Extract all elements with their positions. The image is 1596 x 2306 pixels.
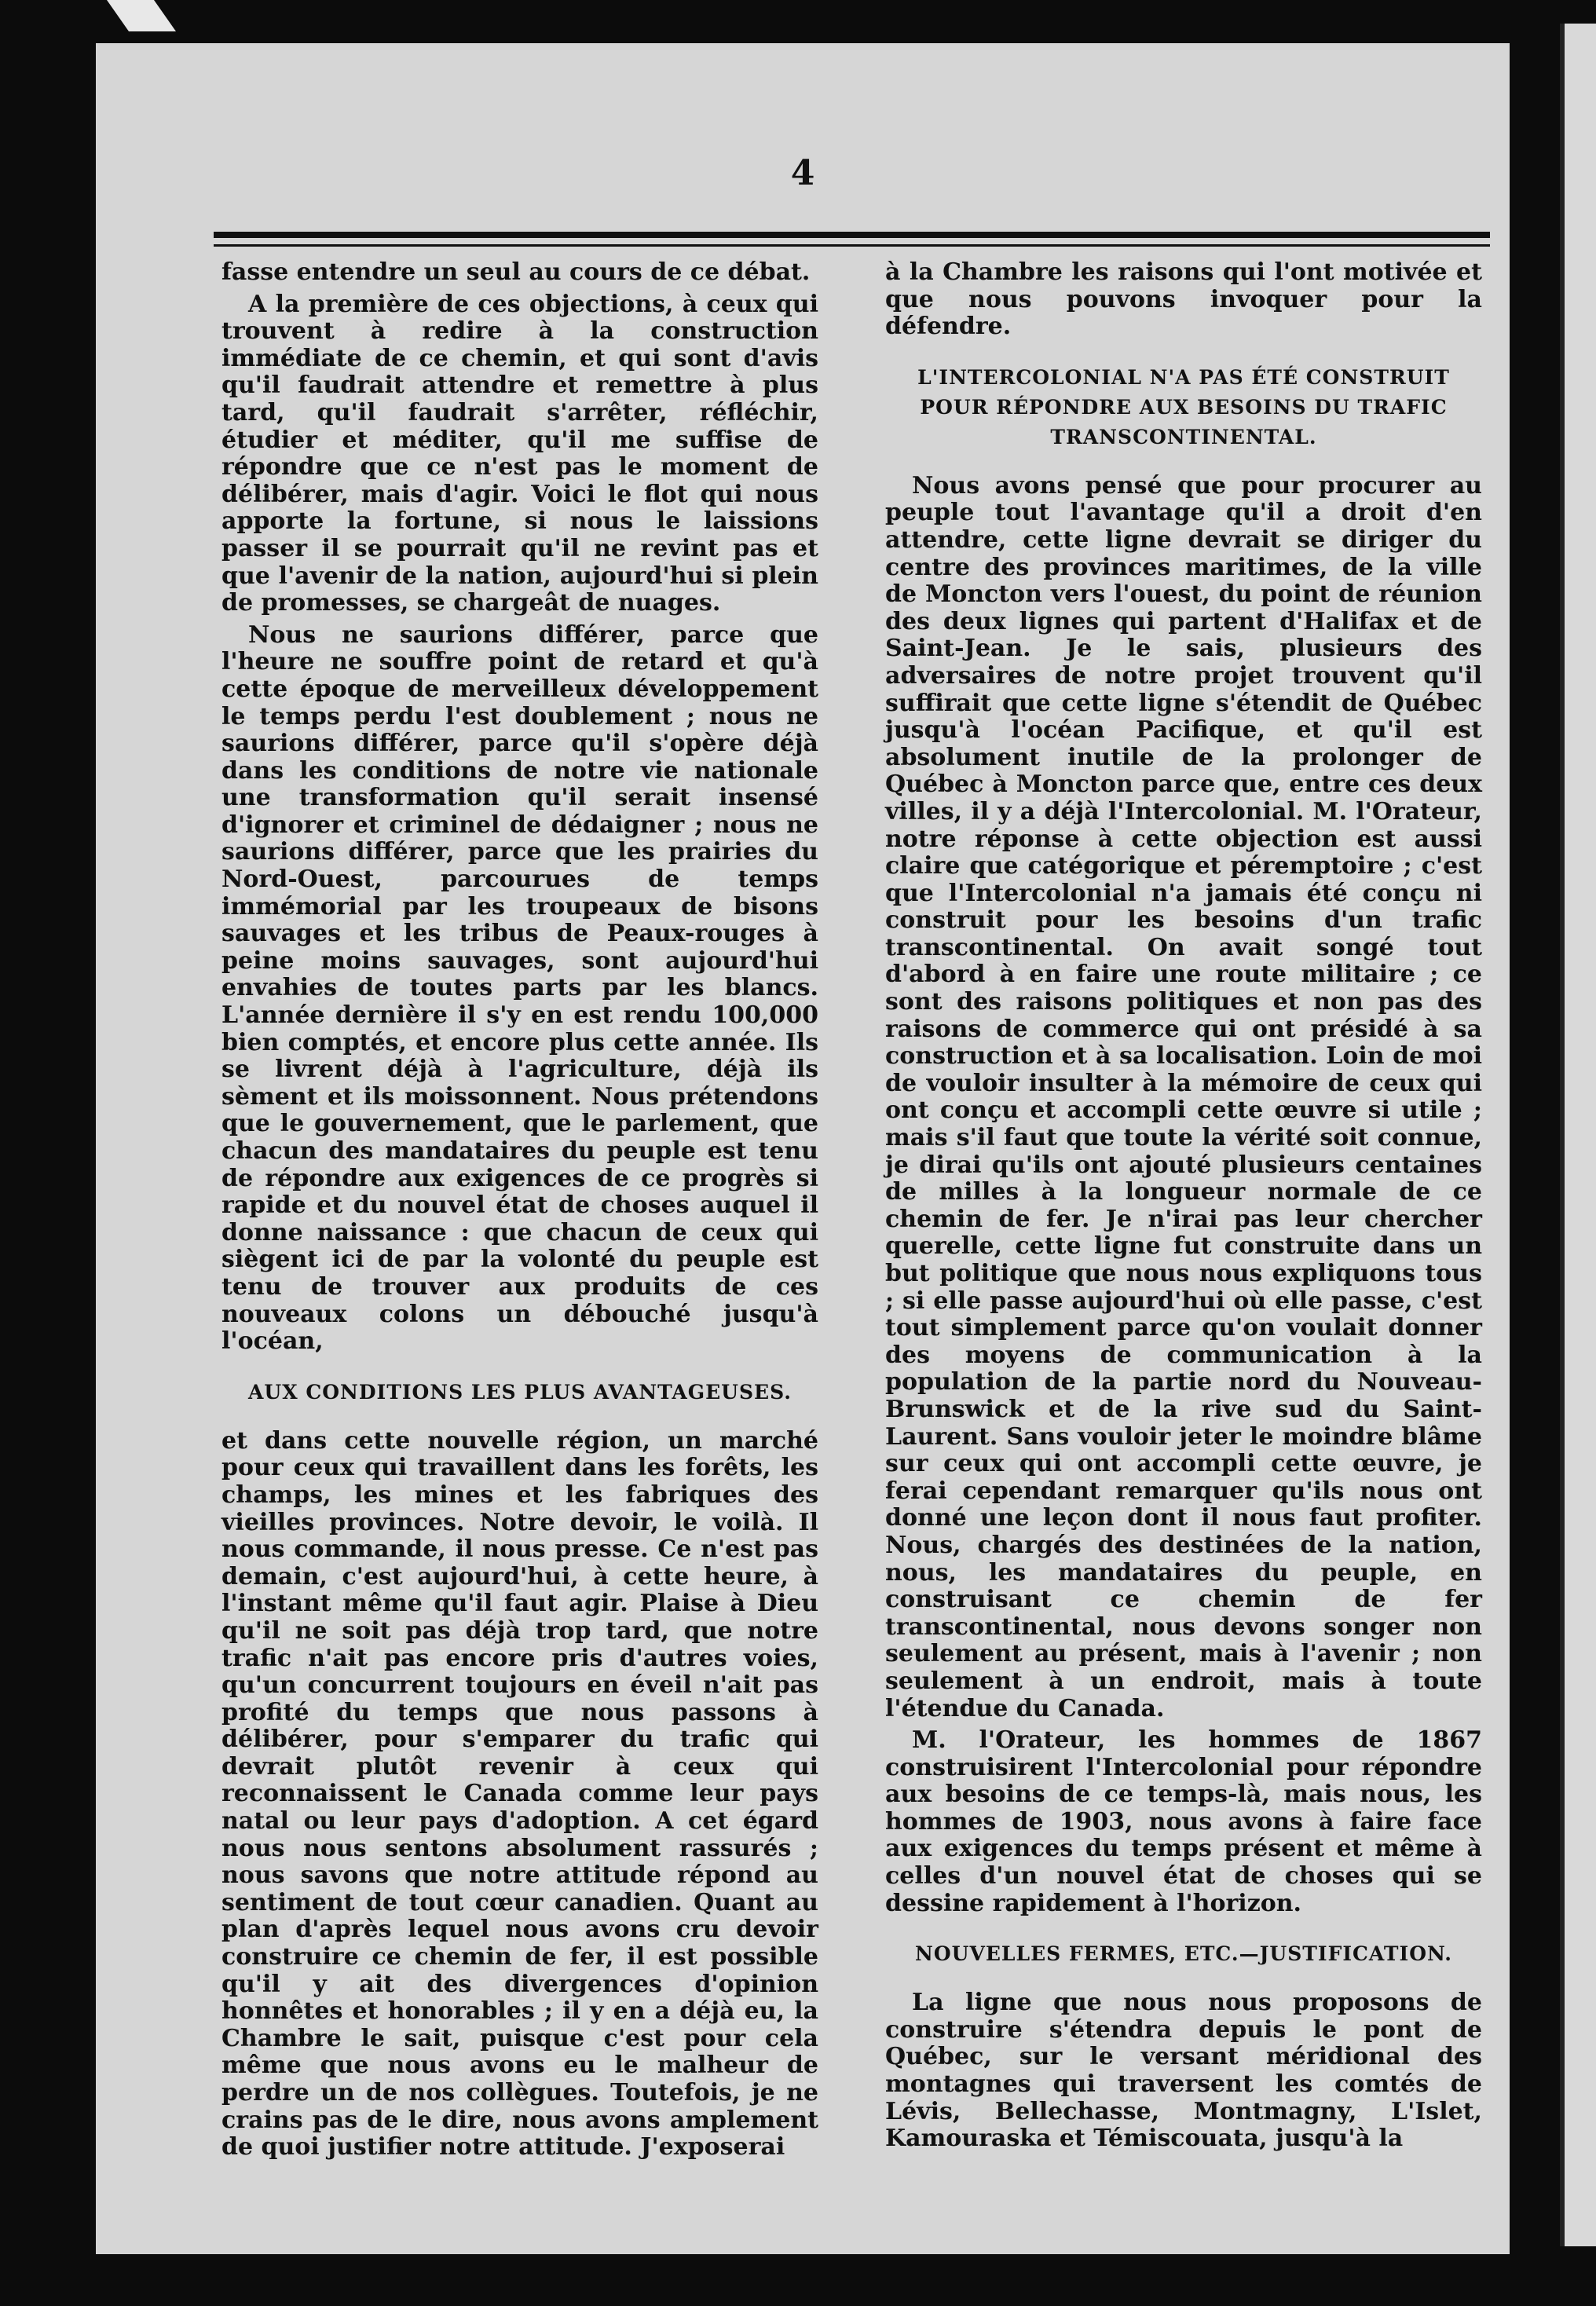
right-column	[885, 259, 1482, 2158]
paragraph: à la Chambre les raisons qui l'ont motivée et que nous pouvons invoquer pour la défendre.	[885, 258, 1482, 341]
page-number: 4	[790, 153, 815, 193]
paragraph: A la première de ces objections, à ceux qui trouvent à redire à la construction immédiate de ce chemin, et qui sont d'avis qu'il faudrait attendre et remettre à plus tard, qu'il faudrait s'arrêter, réfléchir, étudier et méditer, qu'il me suffise de répondre que ce n'est pas le moment de délibérer, mais d'agir. Voici le flot qui nous apporte la fortune, si nous le laissions passer il se pourrait qu'il ne revint pas et que l'avenir de la nation, aujourd'hui si plein de promesses, se chargeât de nuages.	[221, 290, 818, 617]
left-column	[221, 259, 818, 2166]
adjacent-page-edge	[1560, 24, 1596, 2246]
scan-corner-mark	[107, 0, 176, 31]
section-heading: NOUVELLES FERMES, ETC.—JUSTIFICATION.	[915, 1942, 1452, 1966]
header-rule-thin	[214, 244, 1490, 247]
paragraph: fasse entendre un seul au cours de ce débat.	[221, 258, 811, 286]
paragraph: et dans cette nouvelle région, un marché pour ceux qui travaillent dans les forêts, les champs, les mines et les fabriques des vieilles provinces. Notre devoir, le voilà. Il nous commande, il nous presse. Ce n'est pas demain, c'est aujourd'hui, à cette heure, à l'instant même qu'il faut agir. Plaise à Dieu qu'il ne soit pas déjà trop tard, que notre trafic n'ait pas encore pris d'autres voies, qu'un concurrent toujours en éveil n'ait pas profité du temps que nous passons à délibérer, pour s'emparer du trafic qui devrait plutôt revenir à ceux qui reconnaissent le Canada comme leur pays natal ou leur pays d'adoption. A cet égard nous nous sentons absolument rassurés ; nous savons que notre attitude répond au sentiment de tout cœur canadien. Quant au plan d'après lequel nous avons cru devoir construire ce chemin de fer, il est possible qu'il y ait des divergences d'opinion honnêtes et honorables ; il y en a déjà eu, la Chambre le sait, puisque c'est pour cela même que nous avons eu le malheur de perdre un de nos collègues. Toutefois, je ne crains pas de le dire, nous avons amplement de quoi justifier notre attitude. J'exposerai	[221, 1426, 818, 2161]
paragraph: Nous avons pensé que pour procurer au peuple tout l'avantage qu'il a droit d'en attendre, cette ligne devrait se diriger du centre des provinces maritimes, de la ville de Moncton vers l'ouest, du point de réunion des deux lignes qui partent d'Halifax et de Saint-Jean. Je le sais, plusieurs des adversaires de notre projet trouvent qu'il suffirait que cette ligne s'étendit de Québec jusqu'à l'océan Pacifique, et qu'il est absolument inutile de la prolonger de Québec à Moncton parce que, entre ces deux villes, il y a déjà l'Intercolonial. M. l'Orateur, notre réponse à cette objection est aussi claire que catégorique et péremptoire ; c'est que l'Intercolonial n'a jamais été conçu ni construit pour les besoins d'un trafic transcontinental. On avait songé tout d'abord à en faire une route militaire ; ce sont des raisons politiques et non pas des raisons de commerce qui ont présidé à sa construction et à sa localisation. Loin de moi de vouloir insulter à la mémoire de ceux qui ont conçu et accompli cette œuvre si utile ; mais s'il faut que toute la vérité soit connue, je dirai qu'ils ont ajouté plusieurs centaines de milles à la longueur normale de ce chemin de fer. Je n'irai pas leur chercher querelle, cette ligne fut construite dans un but politique que nous nous expliquons tous ; si elle passe aujourd'hui où elle passe, c'est tout simplement parce qu'on voulait donner des moyens de communication à la population de la partie nord du Nouveau-Brunswick et de la rive sud du Saint-Laurent. Sans vouloir jeter le moindre blâme sur ceux qui ont accompli cette œuvre, je ferai cependant remarquer qu'ils nous ont donné une leçon dont il nous faut profiter. Nous, chargés des destinées de la nation, nous, les mandataires du peuple, en construisant ce chemin de fer transcontinental, nous devons songer non seulement au présent, mais à l'avenir ; non seulement à un endroit, mais à toute l'étendue du Canada.	[885, 471, 1482, 1722]
section-heading: L'INTERCOLONIAL N'A PAS ÉTÉ CONSTRUIT POUR RÉPONDRE AUX BESOINS DU TRAFIC TRANSCONTINENTAL.	[917, 365, 1450, 448]
paragraph: M. l'Orateur, les hommes de 1867 construisirent l'Intercolonial pour répondre aux besoins de ce temps-là, mais nous, les hommes de 1903, nous avons à faire face aux exigences du temps présent et même à celles d'un nouvel état de choses qui se dessine rapidement à l'horizon.	[885, 1726, 1482, 1917]
section-heading: AUX CONDITIONS LES PLUS AVANTAGEUSES.	[248, 1380, 792, 1404]
paragraph: La ligne que nous nous proposons de construire s'étendra depuis le pont de Québec, sur le versant méridional des montagnes qui traversent les comtés de Lévis, Bellechasse, Montmagny, L'Islet, Kamouraska et Témiscouata, jusqu'à la	[885, 1989, 1482, 2153]
paragraph: Nous ne saurions différer, parce que l'heure ne souffre point de retard et qu'à cette époque de merveilleux développement le temps perdu l'est doublement ; nous ne saurions différer, parce qu'il s'opère déjà dans les conditions de notre vie nationale une transformation qu'il serait insensé d'ignorer et criminel de dédaigner ; nous ne saurions différer, parce que les prairies du Nord-Ouest, parcourues de temps immémorial par les troupeaux de bisons sauvages et les tribus de Peaux-rouges à peine moins sauvages, sont aujourd'hui envahies de toutes parts par les blancs. L'année dernière il s'y en est rendu 100,000 bien comptés, et encore plus cette année. Ils se livrent déjà à l'agriculture, déjà ils sèment et ils moissonnent. Nous prétendons que le gouvernement, que le parlement, que chacun des mandataires du peuple est tenu de répondre aux exigences de ce progrès si rapide et du nouvel état de choses auquel il donne naissance : que chacun de ceux qui siègent ici de par la volonté du peuple est tenu de trouver aux produits de ces nouveaux colons un débouché jusqu'à l'océan,	[221, 620, 818, 1356]
document-page	[96, 43, 1510, 2254]
header-rule-thick	[214, 232, 1490, 238]
